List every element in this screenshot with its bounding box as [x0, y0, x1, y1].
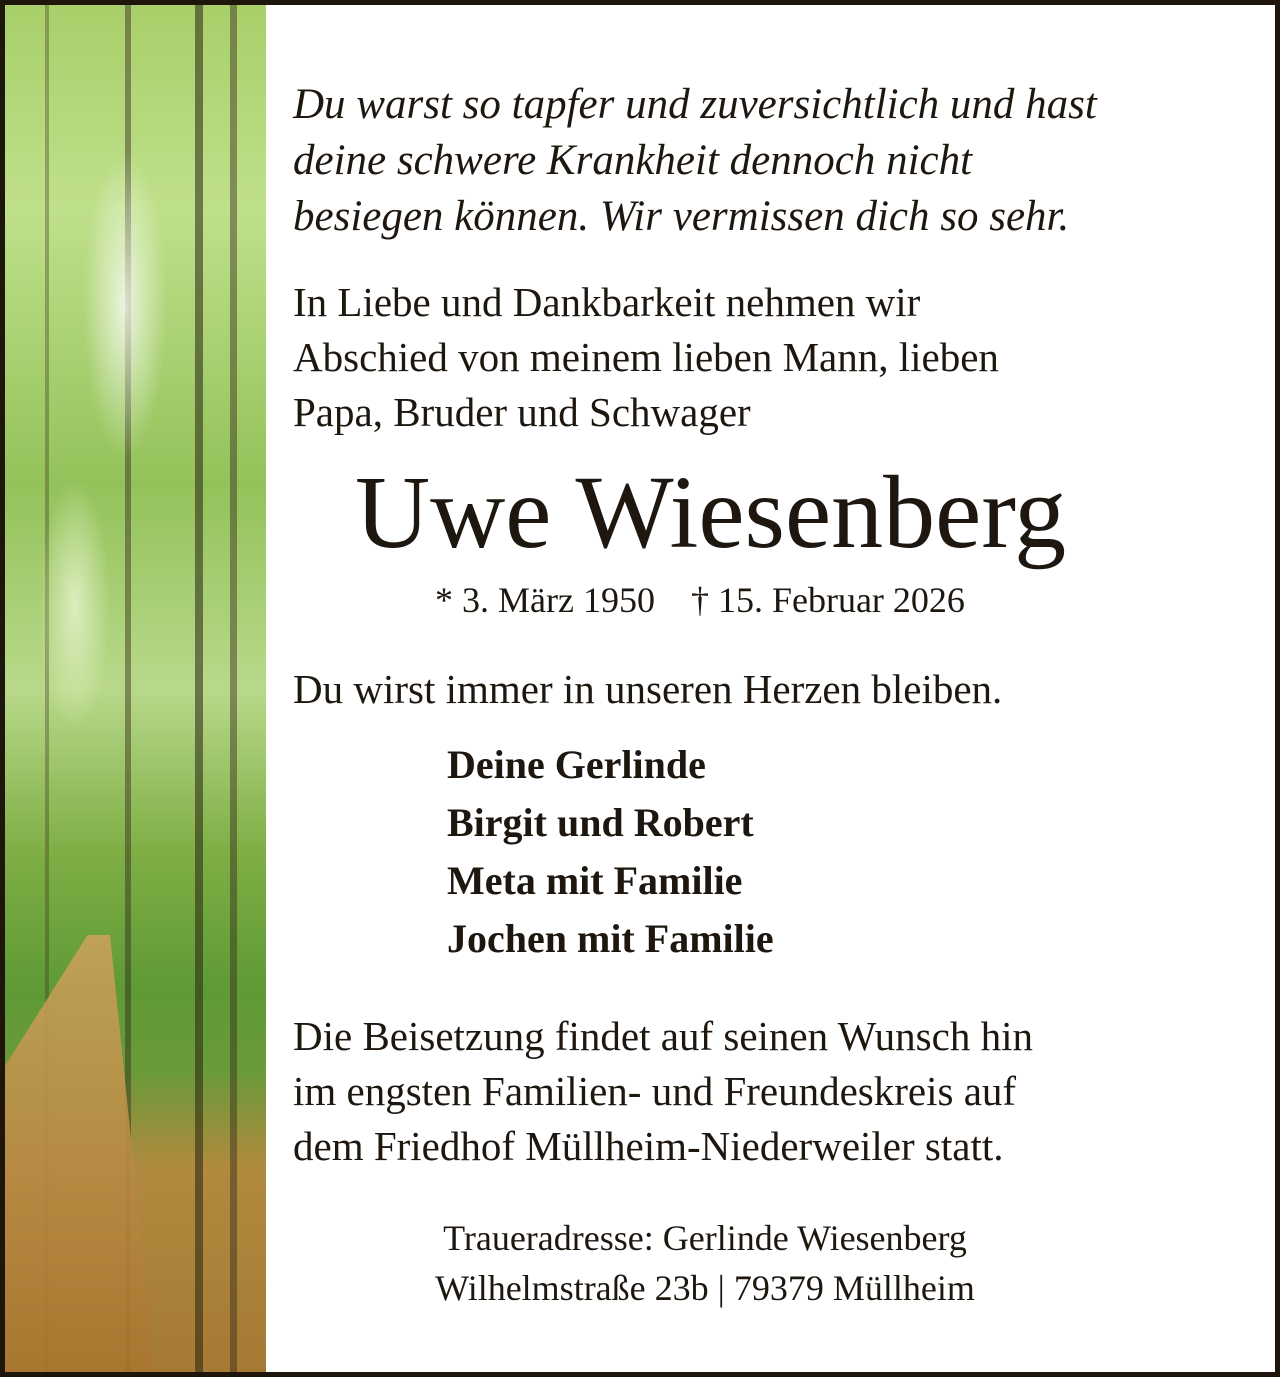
mourners-list [447, 736, 774, 968]
funeral-line: im engsten Familien- und Freundeskreis auf [293, 1068, 1017, 1114]
quote [293, 77, 1097, 245]
birth-date: * 3. März 1950 [435, 580, 655, 620]
funeral-line: Die Beisetzung findet auf seinen Wunsch hin [293, 1013, 1033, 1059]
quote-line: Du warst so tapfer und zuversichtlich und hast [293, 81, 1097, 128]
intro-line: In Liebe und Dankbarkeit nehmen wir [293, 279, 921, 325]
mourner: Meta mit Familie [447, 858, 743, 903]
mourner: Deine Gerlinde [447, 742, 706, 787]
funeral-line: dem Friedhof Müllheim-Niederweiler statt. [293, 1123, 1004, 1169]
intro-line: Papa, Bruder und Schwager [293, 389, 751, 435]
quote-line: besiegen können. Wir vermissen dich so sehr. [293, 193, 1070, 240]
mourner: Jochen mit Familie [447, 916, 774, 961]
funeral-info [293, 1009, 1033, 1174]
forest-path-photo [5, 5, 266, 1372]
intro-line: Abschied von meinem lieben Mann, lieben [293, 334, 999, 380]
quote-line: deine schwere Krankheit dennoch nicht [293, 137, 973, 184]
mourning-address [5, 1213, 1275, 1313]
address-line: Wilhelmstraße 23b | 79379 Müllheim [435, 1268, 975, 1308]
life-dates [435, 579, 965, 621]
address-line: Traueradresse: Gerlinde Wiesenberg [443, 1218, 967, 1258]
intro [293, 275, 999, 440]
mourner: Birgit und Robert [447, 800, 754, 845]
death-date: † 15. Februar 2026 [690, 580, 965, 620]
closing-line: Du wirst immer in unseren Herzen bleiben. [293, 666, 1003, 712]
deceased-name: Uwe Wiesenberg [355, 455, 1067, 570]
